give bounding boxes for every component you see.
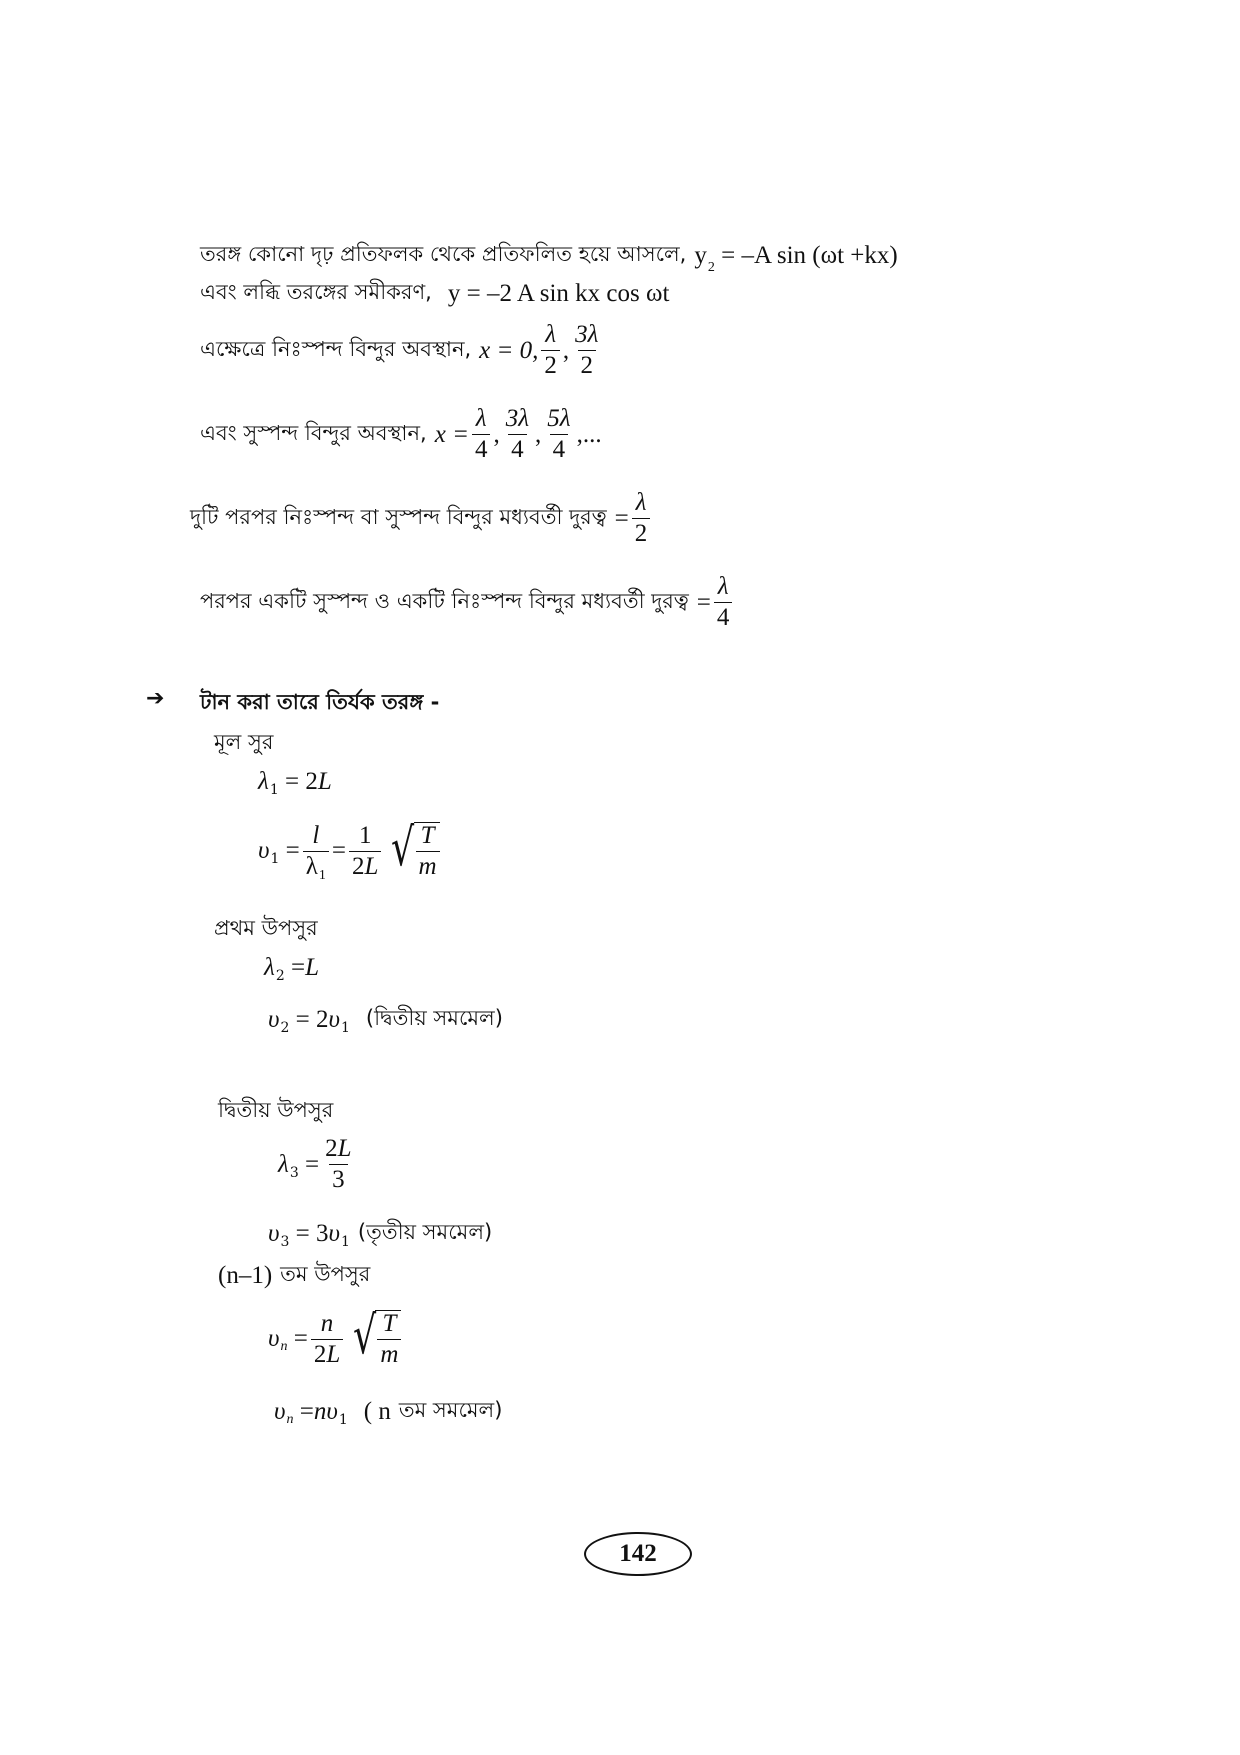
nth-overtone-line [218, 1258, 370, 1293]
third-harmonic-note: (তৃতীয় সমমেল) [357, 1220, 493, 1244]
distance-node-antinode-line: পরপর একটি সুস্পন্দ ও একটি নিঃস্পন্দ বিন্দুর মধ্যবর্তী দুরত্ব = $\frac{\lambda}{4}$ [200, 574, 735, 632]
distance-node-node-text: দুটি পরপর নিঃস্পন্দ বা সুস্পন্দ বিন্দুর মধ্যবর্তী দুরত্ব [190, 505, 607, 530]
v1-equation: υ 1 = $\frac{l}{\lambda_1}$ = $\frac{1}{2L}$ √ $\frac{T}{m}$ [258, 822, 440, 881]
v2-equation: υ 2 = 2 υ 1 (দ্বিতীয় সমমেল) [268, 1002, 503, 1037]
resultant-text: এবং লব্ধি তরঙ্গের সমীকরণ, [200, 280, 432, 304]
distance-node-node-line: দুটি পরপর নিঃস্পন্দ বা সুস্পন্দ বিন্দুর মধ্যবর্তী দুরত্ব = $\frac{\lambda}{2}$ [190, 490, 653, 548]
nth-overtone-label: তম উপসুর [280, 1262, 371, 1286]
section-heading: টান করা তারে তির্যক তরঙ্গ - [200, 690, 440, 714]
distance-node-antinode-text: পরপর একটি সুস্পন্দ ও একটি নিঃস্পন্দ বিন্দুর মধ্যবর্তী দুরত্ব [200, 589, 689, 614]
reflection-line [200, 238, 898, 273]
antinode-position-line: এবং সুস্পন্দ বিন্দুর অবস্থান, x = $\frac{\lambda}{4}$ , $\frac{3\lambda}{4}$ , $\frac{5\lambda}{4}$ ,... [200, 405, 602, 464]
lambda2-equation: λ 2 = L [264, 954, 320, 984]
resultant-wave-equation: y = –2 A sin kx cos ωt [447, 279, 670, 307]
node-eq-prefix: x = 0, [479, 336, 539, 364]
second-harmonic-note: (দ্বিতীয় সমমেল) [365, 1006, 503, 1030]
fraction: $\frac{\lambda}{4}$ [472, 406, 491, 464]
page-number: 142 [584, 1532, 692, 1576]
fraction: $\frac{\lambda}{4}$ [714, 574, 733, 632]
antinode-position-text: এবং সুস্পন্দ বিন্দুর অবস্থান, [200, 421, 427, 446]
resultant-line [200, 276, 669, 311]
lambda1-equation: λ 1 = 2 L [258, 768, 332, 798]
fraction: $\frac{5\lambda}{4}$ [547, 405, 571, 464]
fraction: $\frac{3\lambda}{4}$ [505, 405, 530, 464]
fraction: $\frac{\lambda}{2}$ [541, 322, 560, 380]
vn-harmonic-equation: υ n = n υ 1 ( n তম সমমেল) [274, 1394, 502, 1429]
nth-harmonic-note: তম সমমেল) [398, 1398, 503, 1422]
node-position-text: এক্ষেত্রে নিঃস্পন্দ বিন্দুর অবস্থান, [200, 337, 472, 362]
second-overtone-label: দ্বিতীয় উপসুর [218, 1098, 334, 1122]
antinode-eq-prefix: x = [434, 420, 469, 448]
reflection-text: তরঙ্গ কোনো দৃঢ় প্রতিফলক থেকে প্রতিফলিত হয়ে আসলে, [200, 242, 687, 266]
vn-equation: υ n = $\frac{n}{2L}$ √ $\frac{T}{m}$ [268, 1310, 401, 1369]
fraction: $\frac{3\lambda}{2}$ [575, 321, 599, 380]
node-position-line: এক্ষেত্রে নিঃস্পন্দ বিন্দুর অবস্থান, x = 0, $\frac{\lambda}{2}$ , $\frac{3\lambda}{2}$ [200, 322, 604, 380]
fundamental-label: মূল সুর [214, 730, 274, 754]
v3-equation: υ 3 = 3 υ 1 (তৃতীয় সমমেল) [268, 1216, 492, 1251]
arrow-bullet-icon: ➔ [146, 686, 165, 711]
first-overtone-label: প্রথম উপসুর [214, 916, 318, 940]
nth-overtone-prefix: (n–1) [218, 1261, 273, 1289]
lambda3-equation: λ 3 = $\frac{2L}{3}$ [278, 1135, 352, 1194]
fraction: $\frac{\lambda}{2}$ [632, 490, 651, 548]
reflected-wave-equation: $y_2 = -A$ sin (ωt +kx) [694, 241, 898, 275]
